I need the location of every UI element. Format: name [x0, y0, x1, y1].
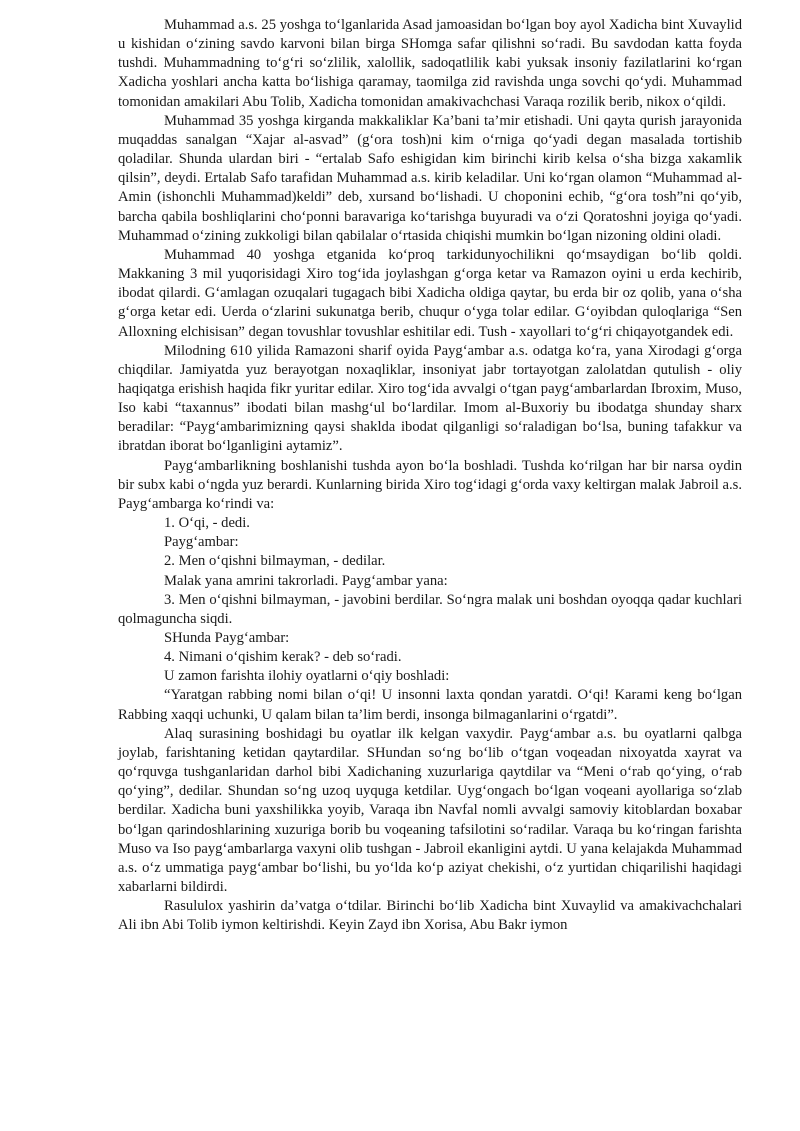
dialogue-line: 1. O‘qi, - dedi. — [164, 515, 250, 532]
dialogue-line: 2. Men o‘qishni bilmayman, - dedilar. — [164, 553, 386, 570]
paragraph: Alaq surasining boshidagi bu oyatlar ilk kelgan vaxydir. Payg‘ambar a.s. bu oyatlarni qalbga joylab, farishtaning ketidan qaytardilar. SHundan so‘ng bo‘lib o‘tgan voqeadan nixoyatda xayrat va qo‘rquvga tushganlaridan darhol bibi Xadichaning xuzurlariga qaytdilar va “Meni o‘rab qo‘ying, o‘rab qo‘ying”, dedilar. Shundan so‘ng uzoq uyquga ketdilar. Uyg‘ongach bo‘lgan voqeani ayollariga so‘zlab berdilar. Xadicha buni yaxshilikka yoyib, Varaqa ibn Navfal nomli avvalgi samoviy kitoblardan boxabar bo‘lgan qarindoshlarining xuzuriga borib bu voqeaning tafsilotini so‘radilar. Varaqa bu ko‘ringan farishta Muso va Iso payg‘ambarlarga vaxyni olib tushgan - Jabroil ekanligini aytdi. U yana kelajakda Muhammad a.s. o‘z ummatiga payg‘ambar bo‘lishi, bu yo‘lda ko‘p aziyat chekishi, o‘z yurtidan chiqarilishi haqidagi xabarlarni bildirdi. — [118, 725, 742, 896]
dialogue-line: U zamon farishta ilohiy oyatlarni o‘qiy boshladi: — [164, 668, 450, 685]
paragraph: Payg‘ambarlikning boshlanishi tushda ayon bo‘la boshladi. Tushda ko‘rilgan har bir narsa oydin bir subx kabi o‘ngda yuz berardi. Kunlarning birida Xiro tog‘idagi g‘orda vaxy keltirgan malak Jabroil a.s. Payg‘ambarga ko‘rindi va: — [118, 457, 742, 512]
paragraph: Milodning 610 yilida Ramazoni sharif oyida Payg‘ambar a.s. odatga ko‘ra, yana Xirodagi g‘orga chiqdilar. Jamiyatda yuz berayotgan noxaqliklar, insoniyat jabr tortayotgan zalolatdan qutulish - oliy haqiqatga erishish haqida fikr yuritar edilar. Xiro tog‘ida avvalgi o‘tgan payg‘ambarlardan Ibroxim, Muso, Iso kabi “taxannus” ibodati bilan mashg‘ul bo‘lardilar. Imom al-Buxoriy bu ibodatga shunday sharx beradilar: “Payg‘ambarimizning qaysi shaklda ibodat qilganligi so‘raladigan bo‘lsa, buning tafakkur va ibratdan iborat bo‘lganligini aytamiz”. — [118, 342, 742, 455]
paragraph: Muhammad 35 yoshga kirganda makkaliklar Ka’bani ta’mir etishadi. Uni qayta qurish jarayonida muqaddas sanalgan “Xajar al-asvad” (g‘ora tosh)ni kim o‘rniga qo‘yadi degan masalada tortishib qoladilar. Shunda ulardan biri - “ertalab Safo eshigidan kim birinchi kirib kelsa o‘sha bizga xakamlik qilsin”, deydi. Ertalab Safo tarafidan Muhammad a.s. kirib keladilar. Uni ko‘rgan olamon “Muhammad al-Amin (ishonchli Muhammad)keldi” deb, xursand bo‘lishadi. U choponini echib, “g‘ora tosh”ni qo‘yib, barcha qabila boshliqlarini cho‘ponni baravariga ko‘tarishga buyuradi va o‘zi Qoratoshni joyiga qo‘yadi. Muhammad o‘zining zukkoligi bilan qabilalar o‘rtasida chiqishi mumkin bo‘lgan nizoning oldini oladi. — [118, 112, 742, 244]
paragraph: Muhammad 40 yoshga etganida ko‘proq tarkidunyochilikni qo‘msaydigan bo‘lib qoldi. Makkaning 3 mil yuqorisidagi Xiro tog‘ida joylashgan g‘orga ketar va Ramazon oyini u erda kechirib, ibodat qilardi. G‘amlagan ozuqalari tugagach bibi Xadicha oldiga qaytar, bu erda bir oz qolib, yana o‘sha g‘orga ketar edi. Uerda o‘zlarini sukunatga berib, chuqur o‘yga tolar edilar. G‘oyibdan quloqlariga “Sen Alloxning elchisisan” degan tovushlar tovushlar eshitilar edi. Tush - xayollari to‘g‘ri chiqayotgandek edi. — [118, 246, 742, 340]
document-body — [118, 16, 742, 936]
dialogue-line: 4. Nimani o‘qishim kerak? - deb so‘radi. — [164, 649, 402, 666]
paragraph: Muhammad a.s. 25 yoshga to‘lganlarida Asad jamoasidan bo‘lgan boy ayol Xadicha bint Xuvaylid u kishidan o‘zining savdo karvoni bilan birga SHomga safar qilishni so‘radi. Bu savdodan katta foyda tushdi. Muhammadning to‘g‘ri so‘zlilik, xalollik, sadoqatlilik kabi yuksak insoniy fazilatlarini ko‘rgan Xadicha yoshlari ancha katta bo‘lishiga qaramay, taomilga zid ravishda unga sovchi qo‘ydi. Muhammad tomonidan amakilari Abu Tolib, Xadicha tomonidan amakivachchasi Varaqa rozilik berib, nikox o‘qildi. — [118, 17, 742, 110]
paragraph: Rasululox yashirin da’vatga o‘tdilar. Birinchi bo‘lib Xadicha bint Xuvaylid va amakivachchalari Ali ibn Abi Tolib iymon keltirishdi. Keyin Zayd ibn Xorisa, Abu Bakr iymon — [118, 898, 742, 934]
paragraph: “Yaratgan rabbing nomi bilan o‘qi! U insonni laxta qondan yaratdi. O‘qi! Karami keng bo‘lgan Rabbing xaqqi uchunki, U qalam bilan ta’lim berdi, insonga bilmaganlarini o‘rgatdi”. — [118, 687, 742, 723]
dialogue-line: 3. Men o‘qishni bilmayman, - javobini berdilar. So‘ngra malak uni boshdan oyoqqa qadar kuchlari qolmaguncha siqdi. — [118, 591, 742, 627]
dialogue-line: SHunda Payg‘ambar: — [164, 630, 290, 646]
dialogue-line: Malak yana amrini takrorladi. Payg‘ambar yana: — [164, 572, 448, 589]
dialogue-line: Payg‘ambar: — [164, 534, 239, 551]
